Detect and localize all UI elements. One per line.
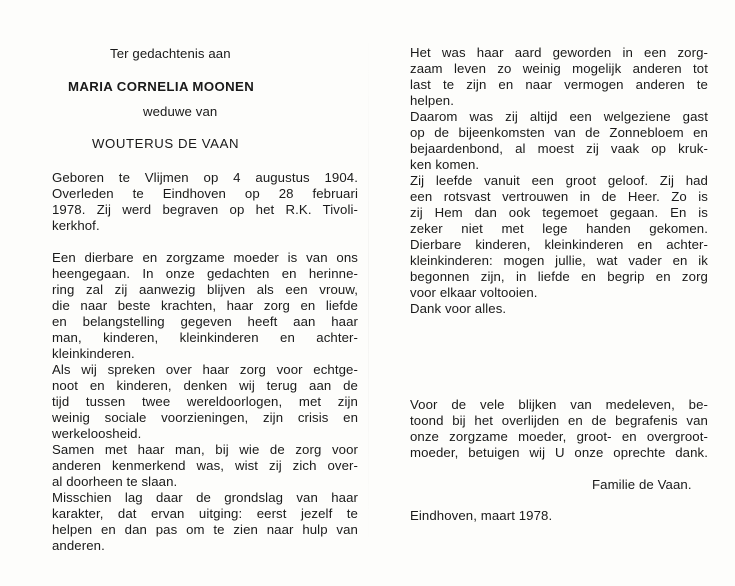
relation-label: weduwe van bbox=[143, 104, 218, 119]
birth-line-4: kerkhof. bbox=[52, 218, 100, 233]
acknowledgement-line-1: Voor de vele blijken van medeleven, be- bbox=[410, 397, 708, 412]
paragraph-2-line-3: tijd tussen twee wereldoorlogen, met zijn bbox=[52, 394, 358, 409]
paragraph-1-line-3: ring zal zij aanwezig blijven als een vrouw, bbox=[52, 282, 358, 297]
right-paragraph-4-line-3: begonnen zijn, in liefde en begrip en zorg bbox=[410, 269, 708, 284]
acknowledgement-line-4: moeder, betuigen wij U onze oprechte dank. bbox=[410, 445, 708, 460]
right-paragraph-2-line-4: ken komen. bbox=[410, 157, 480, 172]
spouse-name: WOUTERUS DE VAAN bbox=[92, 136, 240, 151]
paragraph-2-line-5: werkeloosheid. bbox=[52, 426, 142, 441]
right-paragraph-3-line-2: een rotsvast vertrouwen in de Heer. Zo is bbox=[410, 189, 708, 204]
paragraph-1-line-7: kleinkinderen. bbox=[52, 346, 135, 361]
right-paragraph-1-line-2: zaam leven zo weinig mogelijk anderen tot bbox=[410, 61, 708, 76]
paragraph-2-line-2: noot en kinderen, denken wij terug aan de bbox=[52, 378, 358, 393]
birth-line-1: Geboren te Vlijmen op 4 augustus 1904. bbox=[52, 170, 358, 185]
right-paragraph-4-line-1: Dierbare kinderen, kleinkinderen en achter- bbox=[410, 237, 708, 252]
paragraph-1-line-5: en belangstelling gegeven heeft aan haar bbox=[52, 314, 358, 329]
deceased-name: MARIA CORNELIA MOONEN bbox=[68, 79, 255, 94]
right-paragraph-3-line-1: Zij leefde vanuit een groot geloof. Zij had bbox=[410, 173, 708, 188]
paragraph-4-line-1: Misschien lag daar de grondslag van haar bbox=[52, 490, 358, 505]
paragraph-1-line-2: heengegaan. In onze gedachten en herinne- bbox=[52, 266, 358, 281]
paragraph-3-line-3: al doorheen te slaan. bbox=[52, 474, 178, 489]
family-signature: Familie de Vaan. bbox=[592, 477, 692, 492]
right-paragraph-2-line-2: op de bijeenkomsten van de Zonnebloem en bbox=[410, 125, 708, 140]
birth-line-2: Overleden te Eindhoven op 28 februari bbox=[52, 186, 358, 201]
closing-thanks: Dank voor alles. bbox=[410, 301, 507, 316]
right-paragraph-3-line-4: zeker niet met lege handen gekomen. bbox=[410, 221, 708, 236]
place-date: Eindhoven, maart 1978. bbox=[410, 508, 553, 523]
memorial-heading: Ter gedachtenis aan bbox=[110, 46, 231, 61]
right-paragraph-2-line-3: bejaardenbond, al moest zij vaak op kruk- bbox=[410, 141, 708, 156]
right-paragraph-2-line-1: Daarom was zij altijd een welgeziene gast bbox=[410, 109, 708, 124]
paragraph-3-line-1: Samen met haar man, bij wie de zorg voor bbox=[52, 442, 358, 457]
paragraph-1-line-6: man, kinderen, kleinkinderen en achter- bbox=[52, 330, 358, 345]
paragraph-3-line-2: anderen kenmerkend was, wist zij zich over- bbox=[52, 458, 358, 473]
paragraph-4-line-4: anderen. bbox=[52, 538, 105, 553]
fold-line bbox=[368, 30, 369, 550]
acknowledgement-line-3: onze zorgzame moeder, groot- en overgroot- bbox=[410, 429, 708, 444]
right-paragraph-1-line-4: helpen. bbox=[410, 93, 454, 108]
paragraph-4-line-2: karakter, dat ervan uitging: eerst jezelf te bbox=[52, 506, 358, 521]
acknowledgement-line-2: toond bij het overlijden en de begrafenis van bbox=[410, 413, 708, 428]
right-paragraph-1-line-3: last te zijn en naar vermogen anderen te bbox=[410, 77, 708, 92]
right-paragraph-4-line-4: voor elkaar voltooien. bbox=[410, 285, 538, 300]
paragraph-1-line-4: die naar beste krachten, haar zorg en liefde bbox=[52, 298, 358, 313]
paragraph-2-line-1: Als wij spreken over haar zorg voor echtge- bbox=[52, 362, 358, 377]
birth-line-3: 1978. Zij werd begraven op het R.K. Tivoli- bbox=[52, 202, 358, 217]
paragraph-1-line-1: Een dierbare en zorgzame moeder is van ons bbox=[52, 250, 358, 265]
right-paragraph-4-line-2: kleinkinderen: mogen jullie, wat vader en ik bbox=[410, 253, 708, 268]
paragraph-4-line-3: helpen en dan pas om te zien naar hulp van bbox=[52, 522, 358, 537]
right-paragraph-3-line-3: zij Hem dan ook tegemoet gegaan. En is bbox=[410, 205, 708, 220]
paragraph-2-line-4: weinig sociale voorzieningen, zijn crisis en bbox=[52, 410, 358, 425]
right-paragraph-1-line-1: Het was haar aard geworden in een zorg- bbox=[410, 45, 708, 60]
